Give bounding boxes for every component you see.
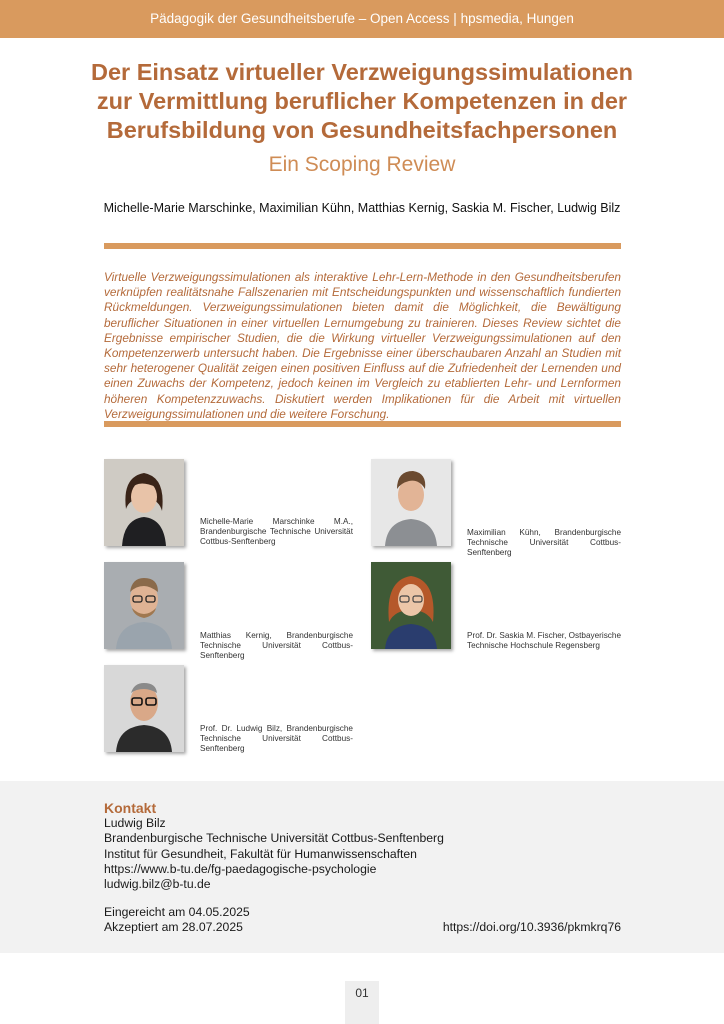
divider-bottom (104, 421, 621, 427)
title-line: zur Vermittlung beruflicher Kompetenzen in der (96, 88, 628, 114)
author-photo-kernig (104, 562, 184, 649)
publication-dates (104, 905, 404, 936)
author-list: Michelle-Marie Marschinke, Maximilian Kühn, Matthias Kernig, Saskia M. Fischer, Ludwig Bilz (103, 201, 621, 215)
contact-institution: Brandenburgische Technische Universität Cottbus-Senftenberg (104, 831, 444, 846)
divider-top (104, 243, 621, 249)
title-line: Berufsbildung von Gesundheitsfachpersonen (106, 117, 618, 143)
author-photo-marschinke (104, 459, 184, 546)
author-caption: Prof. Dr. Saskia M. Fischer, Ostbayerische Technische Hochschule Regensberg (467, 631, 621, 651)
title-line: Der Einsatz virtueller Verzweigungssimulationen (91, 59, 633, 85)
article-subtitle: Ein Scoping Review (268, 153, 456, 176)
page-number: 01 (345, 981, 379, 1024)
accepted-date: Akzeptiert am 28.07.2025 (104, 920, 243, 935)
contact-details (104, 816, 554, 892)
journal-header-bar (0, 0, 724, 38)
journal-line: Pädagogik der Gesundheitsberufe – Open Access | hpsmedia, Hungen (150, 11, 574, 26)
contact-email-link[interactable]: ludwig.bilz@b-tu.de (104, 877, 211, 892)
contact-name: Ludwig Bilz (104, 816, 166, 830)
author-photo-bilz (104, 665, 184, 752)
author-caption: Matthias Kernig, Brandenburgische Technische Universität Cottbus-Senftenberg (200, 631, 353, 661)
article-title (60, 58, 664, 145)
doi-link[interactable]: https://doi.org/10.3936/pkmkrq76 (442, 920, 621, 934)
contact-website-link[interactable]: https://www.b-tu.de/fg-paedagogische-psychologie (104, 861, 377, 876)
contact-department: Institut für Gesundheit, Fakultät für Humanwissenschaften (104, 846, 417, 861)
author-caption: Michelle-Marie Marschinke M.A., Brandenburgische Technische Universität Cottbus-Senftenberg (200, 517, 353, 547)
abstract: Virtuelle Verzweigungssimulationen als interaktive Lehr-Lern-Methode in den Gesundheitsberufen verknüpfen realitätsnahe Fallszenarien mit Entscheidungspunkten und wissenschaftlich fundierten Rückmeldungen. Verzweigungssimulationen bieten damit die Möglichkeit, die Bewältigung beruflicher Situationen in einer virtuellen Lernumgebung zu trainieren. Dieses Review sichtet die Ergebnisse empirischer Studien, die die Wirkung virtueller Verzweigungssimulationen auf den Kompetenzerwerb untersucht haben. Die Ergebnisse einer überschaubaren Anzahl an Studien mit sehr heterogener Qualität zeigen einen positiven Einfluss auf die Zufriedenheit der Lernenden und einen Zuwachs der Kompetenz, jedoch keinen im Vergleich zu etablierten Lehr- und Lernformen höheren Kompetenzzuwachs. Diskutiert werden Implikationen für die Arbeit mit virtuellen Verzweigungssimulationen und die weitere Forschung. (104, 270, 621, 421)
author-photo-fischer (371, 562, 451, 649)
author-caption: Maximilian Kühn, Brandenburgische Technische Universität Cottbus-Senftenberg (467, 528, 621, 558)
contact-heading: Kontakt (104, 800, 157, 816)
author-caption: Prof. Dr. Ludwig Bilz, Brandenburgische Technische Universität Cottbus-Senftenberg (200, 724, 353, 754)
author-photo-kuehn (371, 459, 451, 546)
submitted-date: Eingereicht am 04.05.2025 (104, 905, 250, 919)
